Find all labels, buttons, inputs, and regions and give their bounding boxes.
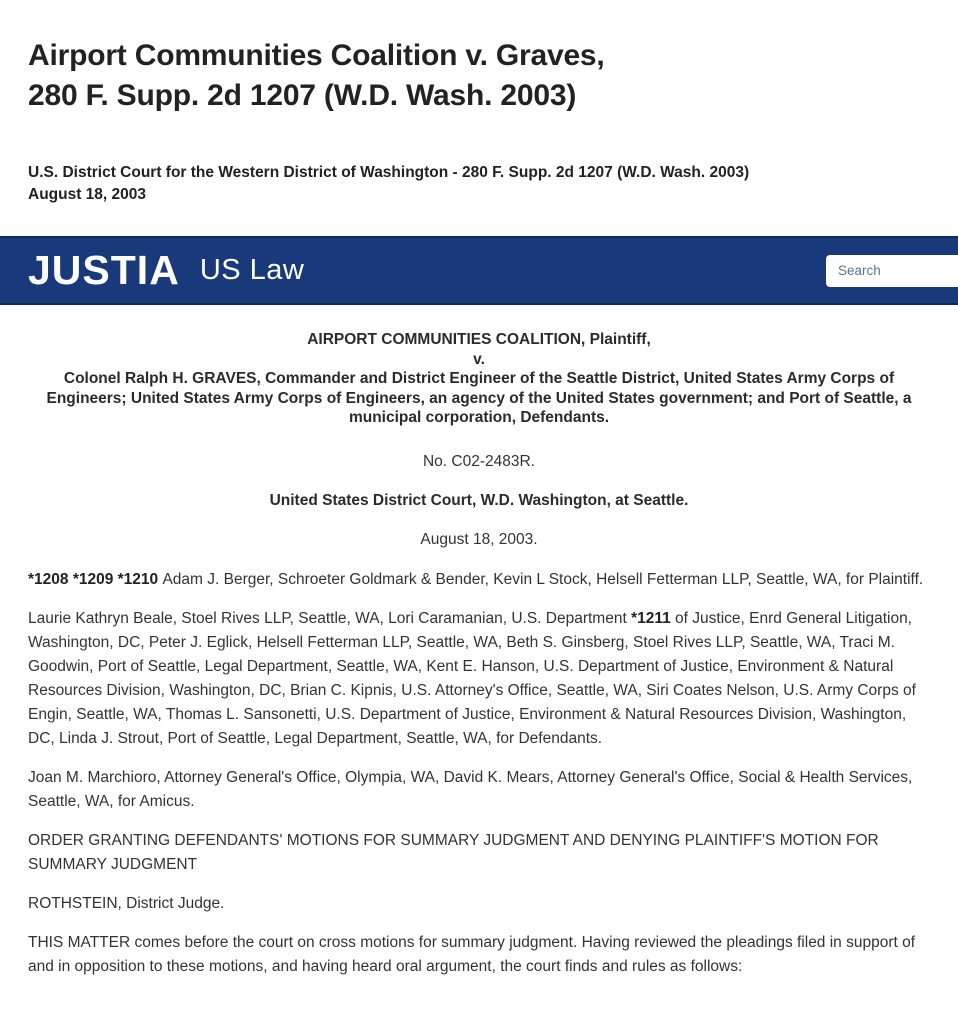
body-paragraph bbox=[28, 766, 930, 814]
case-title-line2: 280 F. Supp. 2d 1207 (W.D. Wash. 2003) bbox=[28, 79, 577, 112]
body-paragraph bbox=[28, 607, 930, 751]
paragraph-text: of Justice, Enrd General Litigation, Washington, DC, Peter J. Eglick, Helsell Fetterman LLP, Seattle, WA, Beth S. Ginsberg, Stoel Rives LLP, Seattle, WA, Traci M. Goodwin, Port of Seattle, Legal Department, Seattle, WA, Kent E. Hanson, U.S. Department of Justice, Environment & Natural Resources Division, Washington, DC, Brian C. Kipnis, U.S. Attorney's Office, Seattle, WA, Siri Coates Nelson, U.S. Army Corps of Engin, Seattle, WA, Thomas L. Sansonetti, U.S. Department of Justice, Environment & Natural Resources Division, Washington, DC, Linda J. Strout, Port of Seattle, Legal Department, Seattle, WA, for Defendants. bbox=[28, 609, 916, 747]
page-citation: *1211 bbox=[631, 609, 671, 627]
body-paragraph bbox=[28, 829, 930, 877]
justia-banner bbox=[0, 236, 958, 305]
caption-defendants: Colonel Ralph H. GRAVES, Commander and District Engineer of the Seattle District, United States Army Corps of Engineers; United States Army Corps of Engineers, an agency of the United States government; and Port of Seattle, a municipal corporation, Defendants. bbox=[46, 370, 912, 426]
page-citation: *1208 *1209 *1210 bbox=[28, 570, 163, 588]
paragraph-text: Adam J. Berger, Schroeter Goldmark & Bender, Kevin L Stock, Helsell Fetterman LLP, Seattle, WA, for Plaintiff. bbox=[162, 570, 924, 588]
us-law-section-label[interactable]: US Law bbox=[199, 254, 305, 286]
paragraph-text: THIS MATTER comes before the court on cross motions for summary judgment. Having reviewed the pleadings filed in support of and in opposition to these motions, and having heard oral argument, the court finds and rules as follows: bbox=[28, 933, 916, 975]
body-paragraph bbox=[28, 931, 930, 979]
opinion-text bbox=[28, 568, 930, 979]
body-paragraph bbox=[28, 568, 930, 592]
court-meta bbox=[28, 162, 930, 206]
paragraph-text: ORDER GRANTING DEFENDANTS' MOTIONS FOR SUMMARY JUDGMENT AND DENYING PLAINTIFF'S MOTION FOR SUMMARY JUDGMENT bbox=[28, 831, 879, 873]
justia-logo[interactable]: JUSTIA bbox=[28, 247, 180, 293]
caption-plaintiff: AIRPORT COMMUNITIES COALITION, Plaintiff, bbox=[307, 331, 651, 348]
court-name: United States District Court, W.D. Washington, at Seattle. bbox=[269, 491, 689, 509]
case-body bbox=[0, 305, 958, 1024]
paragraph-text: Laurie Kathryn Beale, Stoel Rives LLP, Seattle, WA, Lori Caramanian, U.S. Department bbox=[28, 609, 632, 627]
case-title bbox=[28, 36, 930, 116]
decision-date: August 18, 2003. bbox=[420, 530, 538, 548]
court-meta-line: U.S. District Court for the Western District of Washington - 280 F. Supp. 2d 1207 (W.D. Wash. 2003) bbox=[28, 164, 750, 181]
caption-versus: v. bbox=[473, 350, 485, 368]
case-title-line1: Airport Communities Coalition v. Graves, bbox=[28, 39, 605, 72]
body-paragraph bbox=[28, 892, 930, 916]
search-input[interactable] bbox=[826, 255, 958, 287]
court-meta-date: August 18, 2003 bbox=[28, 186, 147, 203]
paragraph-text: ROTHSTEIN, District Judge. bbox=[28, 894, 225, 912]
docket-number: No. C02-2483R. bbox=[422, 452, 535, 470]
document-header bbox=[0, 0, 958, 206]
paragraph-text: Joan M. Marchioro, Attorney General's Office, Olympia, WA, David K. Mears, Attorney General's Office, Social & Health Services, Seattle, WA, for Amicus. bbox=[28, 768, 913, 810]
